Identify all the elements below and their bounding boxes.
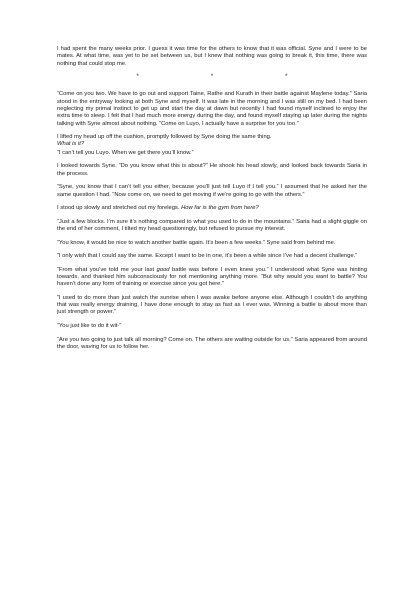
paragraph-text: “Just a few blocks. I’m sure it’s nothing compared to what you used to do in the mountains.” Saria had a slight giggle on the end of her comment, I tilted my head questioningly, but refused to pursue my interest.	[57, 218, 367, 232]
paragraph-2	[57, 91, 367, 128]
scene-break-asterisk: *	[210, 74, 214, 81]
paragraph-1	[57, 46, 367, 68]
paragraph-text: “I used to do more than just watch the sunrise when I was awake before anyone else. Although I couldn’t do anything that was really energy draining, I have done enough to stay as fast as I ever was. Winning a battle is about more than just strength or power.”	[57, 294, 367, 316]
paragraph-text: “You just like to do it wit-”	[57, 323, 122, 329]
scene-break	[57, 74, 367, 81]
paragraph-3	[57, 134, 367, 149]
paragraph-text: I looked towards Syne. “Do you know what this is about?” He shook his head slowly, and looked back towards Saria in the process.	[57, 163, 367, 177]
paragraph-7	[57, 205, 367, 212]
paragraph-italic-text: good	[156, 266, 170, 273]
paragraph-8	[57, 219, 367, 234]
paragraph-text: “Syne, you know that I can’t tell you either, because you’ll just tell Luyo if I tell you.” I assumed that he asked her the same question I had. “Now come on, we need to get moving if we’re going to go with the others.”	[57, 184, 367, 198]
scene-break-asterisk: *	[285, 74, 288, 81]
paragraph-italic-text: What is it?	[57, 141, 85, 148]
scene-break-asterisk: *	[136, 74, 139, 81]
paragraph-text: I lifted my head up off the cushion, promptly followed by Syne doing the same thing.	[57, 134, 272, 141]
paragraph-14	[57, 337, 367, 352]
paragraph-4	[57, 150, 367, 157]
paragraph-text: “I only wish that I could say the same. Except I want to be in one, it’s been a while since I’ve had a decent challenge.”	[57, 253, 358, 260]
paragraph-6	[57, 184, 367, 199]
paragraph-text: I had spent the many weeks prior. I guess it was time for the others to know that it was official. Syne and I were to be mates. At what time, was yet to be set between us, but I knew that nothing was going to break it, this time, there was nothing that could stop me.	[57, 46, 367, 67]
paragraph-text: “You know, it would be nice to watch another battle again. It’s been a few weeks.” Syne said from behind me.	[57, 239, 336, 246]
paragraph-12	[57, 295, 367, 317]
paragraph-10	[57, 253, 367, 260]
paragraph-text: “From what you’ve told me your last	[57, 266, 157, 273]
paragraph-13	[57, 323, 367, 330]
paragraph-text: “Come on you two. We have to go out and support Taine, Rathe and Kurath in their battle against Maylene today.” Saria stood in the entryway looking at both Syne and myself. It was late in the morning and I was still on my bed. I had been neglecting my primal instinct to get up and start the day at dawn but recently I had found myself inclined to enjoy the extra time to sleep. I felt that I had much more energy during the day, and found myself staying up later during the nights talking with Syne almost about nothing. “Come on Luyo, I actually have a surprise for you too.”	[57, 91, 367, 127]
document-page	[57, 46, 367, 357]
paragraph-text: battle was before I even knew you.” I understood what Syne was hinting towards, and thanked him subconsciously for not mentioning anything more. “But why would you want to battle? You haven’t done any form of training or exercise since you got here.”	[57, 266, 367, 288]
paragraph-text: I stood up slowly and stretched out my forelegs.	[57, 205, 182, 212]
paragraph-9	[57, 240, 367, 247]
paragraph-5	[57, 163, 367, 178]
paragraph-text: “Are you two going to just talk all morning? Come on. The others are waiting outside for us.” Saria appeared from around the door, waving for us to follow her.	[57, 336, 367, 350]
paragraph-11	[57, 267, 367, 289]
paragraph-text: “I can’t tell you Luyo. When we get there you’ll know.”	[57, 149, 194, 156]
paragraph-italic-text: How far is the gym from here?	[181, 205, 259, 212]
